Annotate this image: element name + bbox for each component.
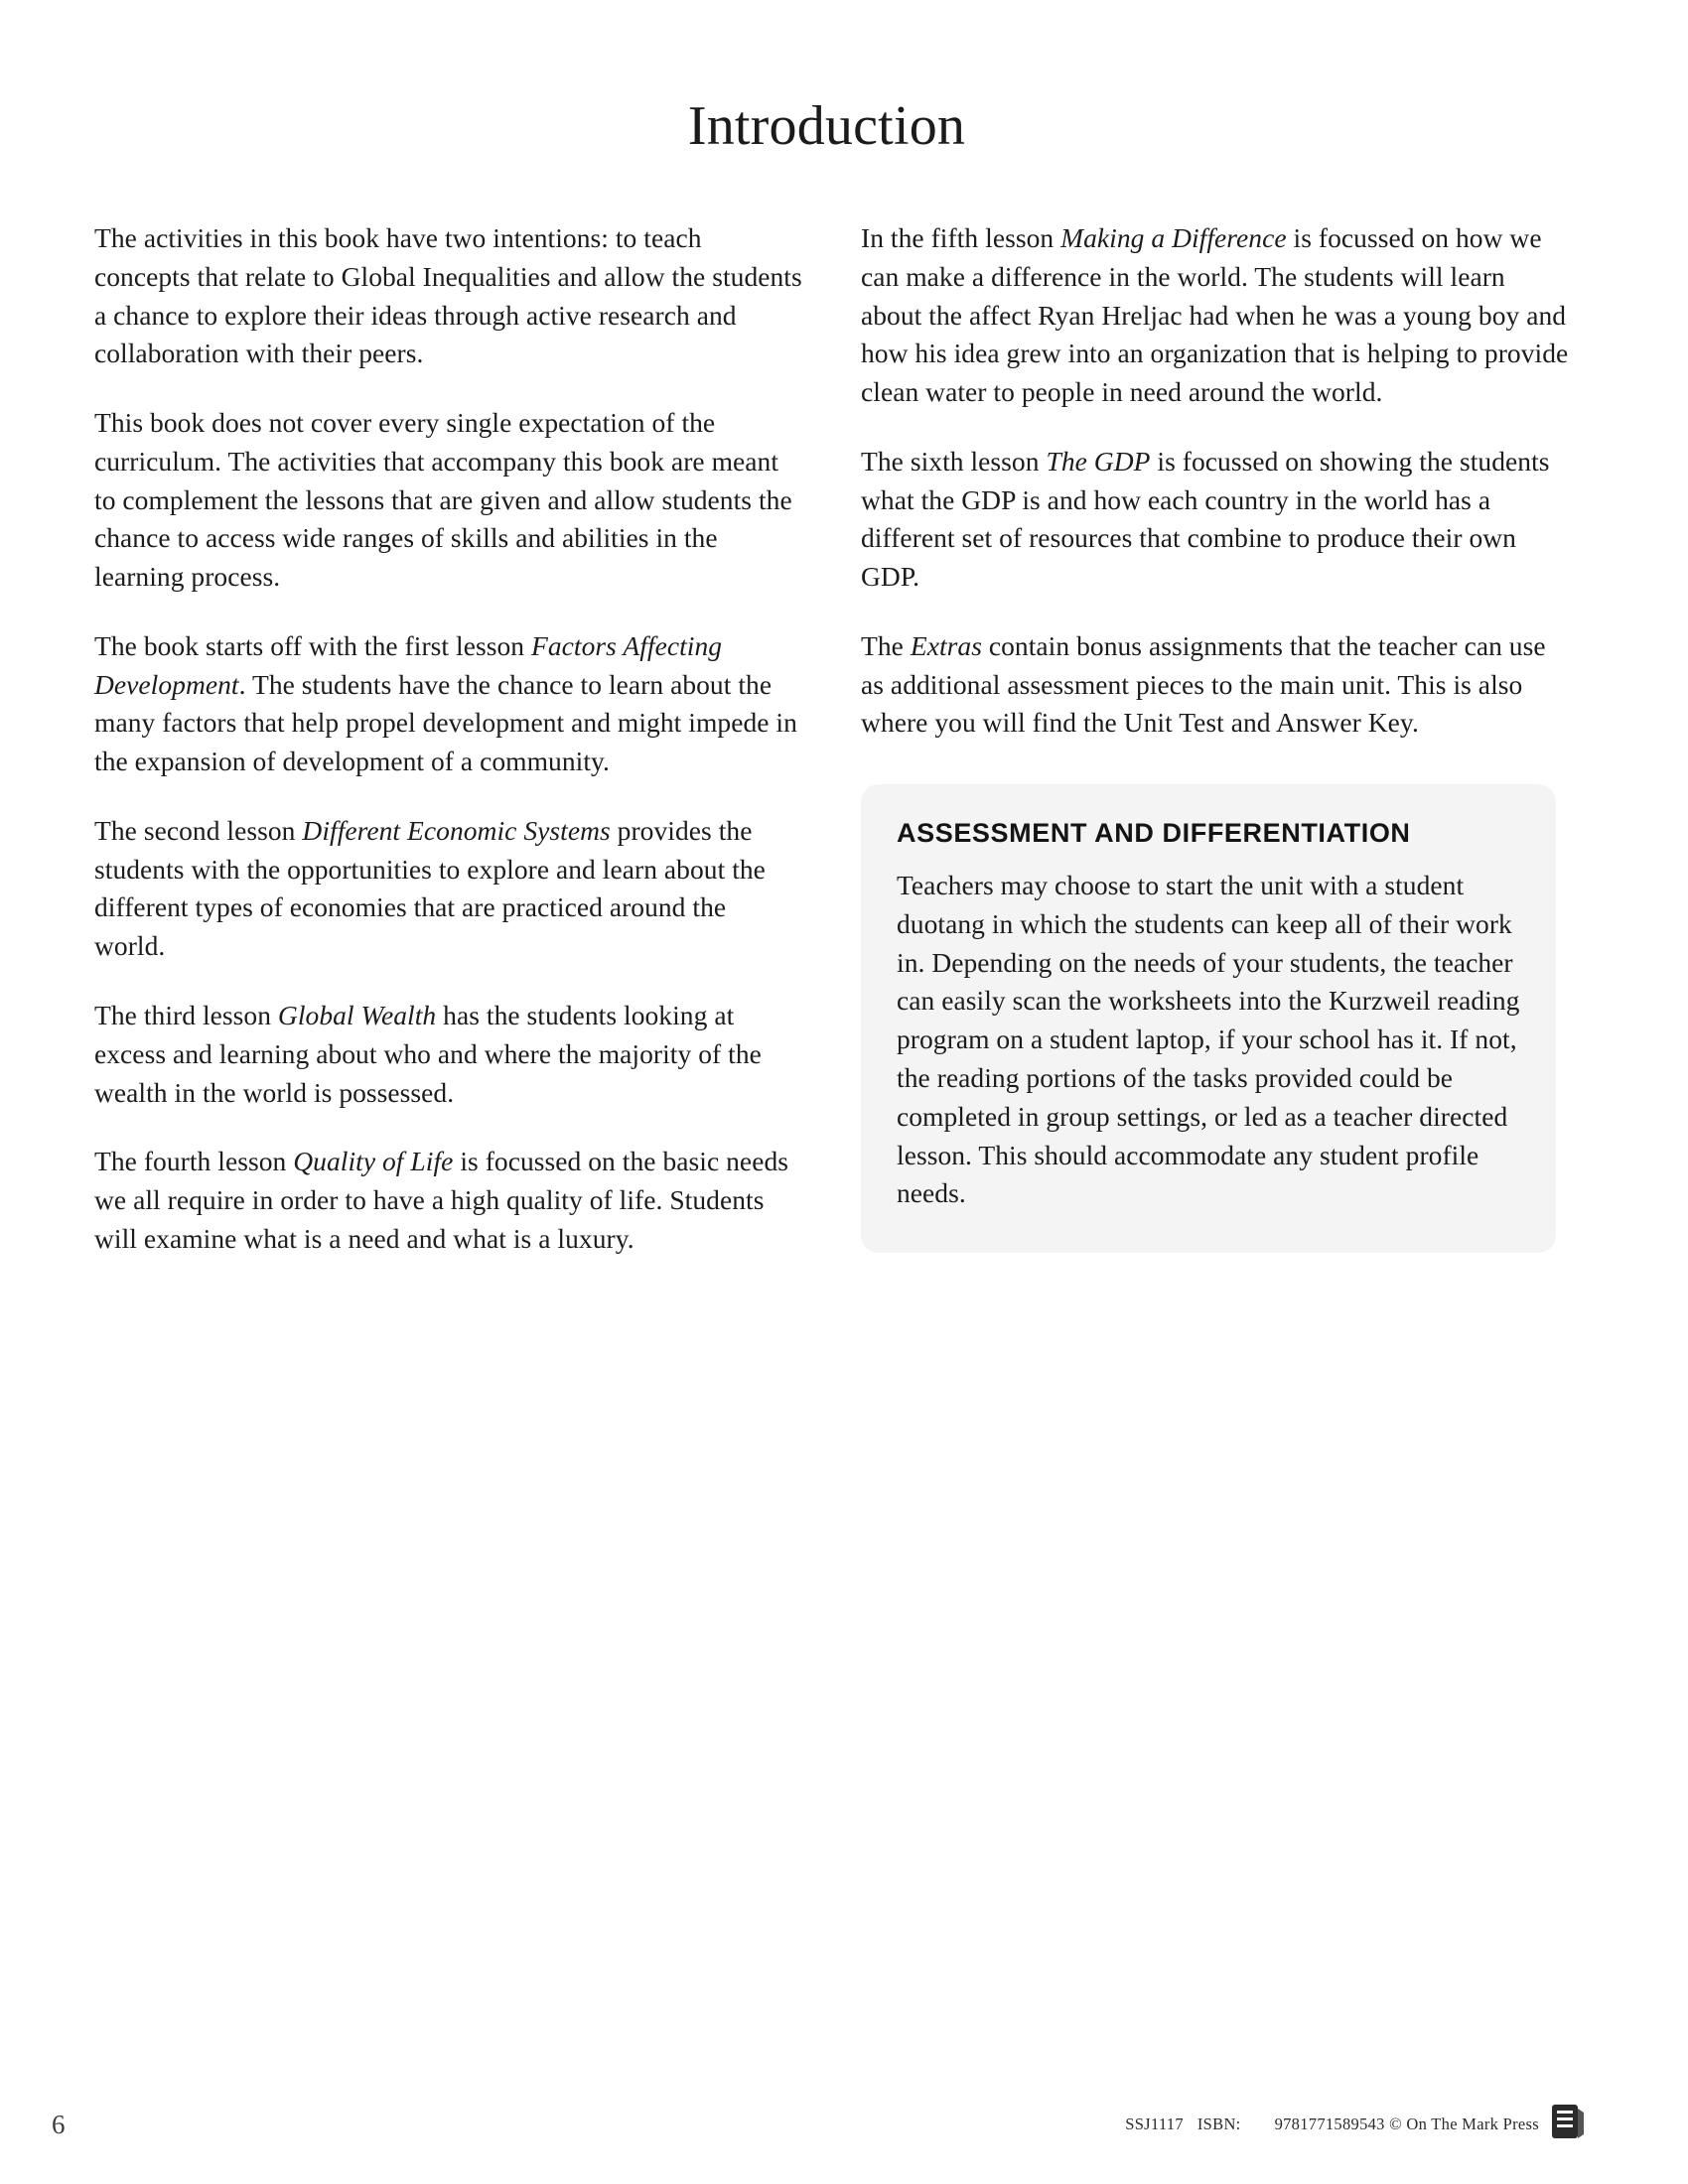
text-run: This book does not cover every single expectation of the curriculum. The activities that accompany this book are meant to complement the lessons that are given and allow students the chance to access wide ranges of skills and abilities in the learning process. [94, 407, 792, 593]
lesson-title-italic: Making a Difference [1060, 222, 1287, 253]
text-run: The fourth lesson [94, 1146, 294, 1177]
text-run: The sixth lesson [861, 445, 1047, 477]
paragraph [94, 627, 803, 781]
two-column-body [94, 219, 1569, 1259]
isbn-label: ISBN: [1196, 2115, 1241, 2133]
page-title: Introduction [687, 95, 966, 157]
callout-title: ASSESSMENT AND DIFFERENTIATION [897, 818, 1411, 849]
lesson-title-italic: Global Wealth [277, 1000, 437, 1031]
paragraph [861, 627, 1570, 743]
isbn-value: 9781771589543 © On The Mark Press [1274, 2115, 1539, 2133]
paragraph [94, 812, 803, 966]
lesson-title-italic: The GDP [1046, 445, 1151, 477]
paragraph [94, 404, 803, 597]
callout-body: Teachers may choose to start the unit with a student duotang in which the students can keep all of their work in. Depending on the needs of your students, the teacher can easily scan the worksheets into the Kurzweil reading program on a student laptop, if your school has it. If not, the reading portions of the tasks provided could be completed in group settings, or led as a teacher directed lesson. This should accommodate any student profile needs. [897, 870, 1520, 1209]
lesson-title-italic: Different Economic Systems [302, 814, 611, 846]
text-run: is focussed on showing the students what the GDP is and how each country in the world has a different set of resources that combine to produce their own GDP. [861, 445, 1550, 593]
left-column [94, 219, 803, 1259]
text-run: . The students have the chance to learn about the many factors that help propel development and might impede in the expansion of development of a community. [94, 668, 797, 777]
text-run: is focussed on the basic needs we all require in order to have a high quality of life. Students will examine what is a need and what is a luxury. [94, 1146, 789, 1254]
text-run: contain bonus assignments that the teacher can use as additional assessment pieces to the main unit. This is also where you will find the Unit Test and Answer Key. [861, 629, 1546, 739]
paragraph [861, 443, 1570, 597]
text-run: In the fifth lesson [861, 222, 1061, 253]
text-run: The third lesson [94, 1000, 278, 1031]
text-run: The activities in this book have two intentions: to teach concepts that relate to Global Inequalities and allow the students a chance to explore their ideas through active research and collaboration with their peers. [94, 222, 802, 369]
right-column [861, 219, 1570, 1253]
book-logo-icon [1551, 2103, 1585, 2140]
text-run: is focussed on how we can make a difference in the world. The students will learn about the affect Ryan Hreljac had when he was a young boy and how his idea grew into an organization that is helping to provide clean water to people in need around the world. [861, 222, 1569, 408]
text-run: has the students looking at excess and learning about who and where the majority of the wealth in the world is possessed. [94, 1000, 762, 1108]
page-footer [0, 2101, 1688, 2140]
lesson-title-italic: Quality of Life [293, 1146, 454, 1177]
product-code: SSJ1117 [1125, 2115, 1184, 2133]
paragraph [94, 219, 803, 373]
text-run: The second lesson [94, 814, 303, 846]
lesson-title-italic: Factors Affecting Development [94, 629, 723, 700]
paragraph [861, 219, 1570, 412]
text-run: provides the students with the opportunities to explore and learn about the different types of economies that are practiced around the world. [94, 814, 766, 962]
assessment-callout-box [861, 784, 1556, 1253]
text-run: The book starts off with the first lesson [94, 629, 532, 661]
paragraph [94, 997, 803, 1112]
text-run: The [861, 629, 911, 661]
footer-metadata [1125, 2115, 1539, 2134]
page-number: 6 [52, 2110, 66, 2139]
lesson-title-italic: Extras [910, 629, 982, 661]
paragraph [94, 1143, 803, 1258]
